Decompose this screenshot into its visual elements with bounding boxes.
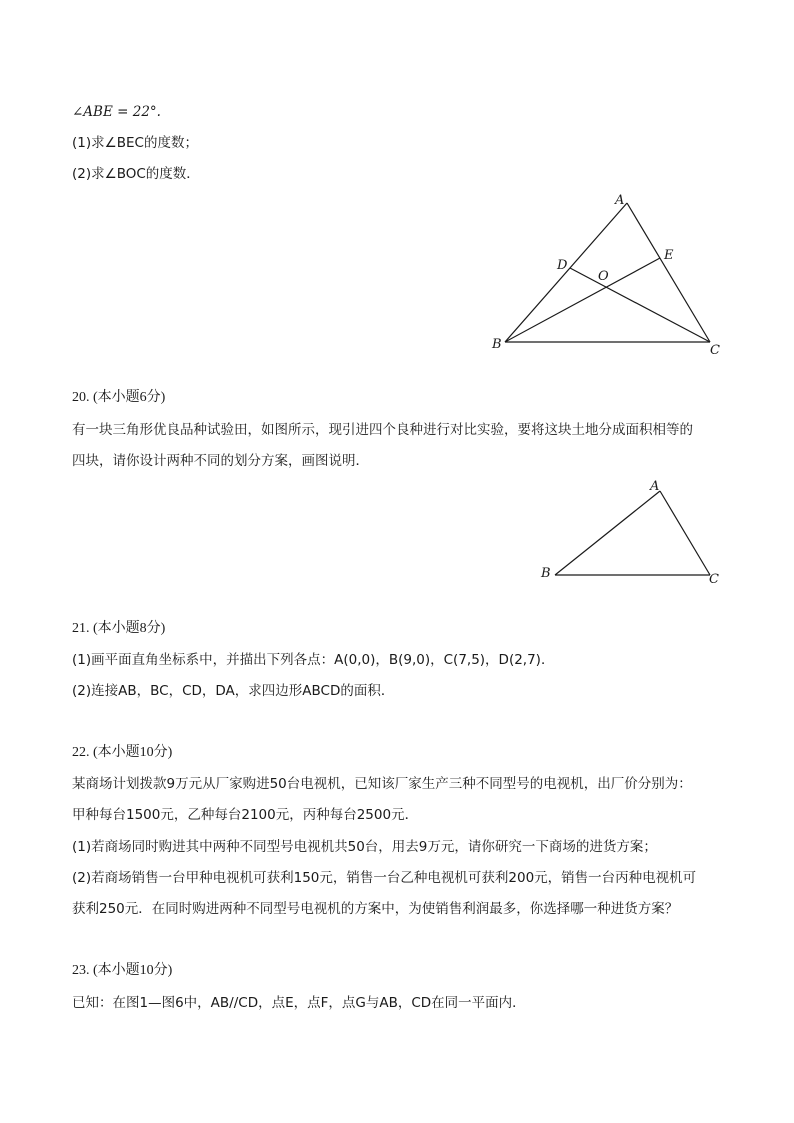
q19-label-e: E — [664, 248, 674, 263]
q19-given: ∠ABE = 22°. — [72, 104, 161, 120]
q22-part1: (1)若商场同时购进其中两种不同型号电视机共50台，用去9万元，请你研究一下商场的进货方案； — [72, 839, 657, 855]
q19-label-c: C — [710, 343, 720, 358]
q21-part2: (2)连接AB，BC，CD，DA，求四边形ABCD的面积． — [72, 683, 395, 699]
q22-part2b: 获利250元．在同时购进两种不同型号电视机的方案中，为使销售利润最多，你选择哪一种进货方案？ — [72, 901, 679, 917]
segment-cd — [570, 268, 710, 342]
q22-part2a: (2)若商场销售一台甲种电视机可获利150元，销售一台乙种电视机可获利200元，销售一台丙种电视机可 — [72, 870, 697, 886]
q19-label-d: D — [557, 258, 568, 273]
q21-part1: (1)画平面直角坐标系中，并描出下列各点：A(0,0)，B(9,0)，C(7,5)，D(2,7)． — [72, 652, 555, 668]
q20-header: 20. (本小题6分) — [72, 390, 166, 405]
segment-ac — [660, 491, 710, 575]
segment-ba — [555, 491, 660, 575]
q20-line2: 四块，请你设计两种不同的划分方案，画图说明． — [72, 453, 369, 469]
q23-line1: 已知：在图1—图6中，AB//CD，点E，点F，点G与AB，CD在同一平面内． — [72, 995, 526, 1011]
q20-label-a: A — [650, 479, 660, 494]
q22-header: 22. (本小题10分) — [72, 745, 173, 760]
q20-label-b: B — [541, 566, 551, 581]
q22-line1: 某商场计划拨款9万元从厂家购进50台电视机，已知该厂家生产三种不同型号的电视机，出厂价分别为： — [72, 776, 692, 792]
q19-part1: (1)求∠BEC的度数； — [72, 135, 198, 151]
segment-be — [505, 258, 660, 342]
q23-header: 23. (本小题10分) — [72, 963, 173, 978]
q20-label-c: C — [709, 572, 719, 587]
q21-header: 21. (本小题8分) — [72, 621, 166, 636]
q19-label-o: O — [598, 269, 609, 284]
q22-line2: 甲种每台1500元，乙种每台2100元，丙种每台2500元． — [72, 807, 419, 823]
q20-triangle-figure — [555, 491, 710, 575]
segment-ac — [627, 203, 710, 342]
q19-label-a: A — [615, 193, 625, 208]
q19-label-b: B — [492, 337, 502, 352]
q19-part2: (2)求∠BOC的度数． — [72, 166, 200, 182]
q20-line1: 有一块三角形优良品种试验田，如图所示，现引进四个良种进行对比实验，要将这块土地分成面积相等的 — [72, 422, 693, 438]
